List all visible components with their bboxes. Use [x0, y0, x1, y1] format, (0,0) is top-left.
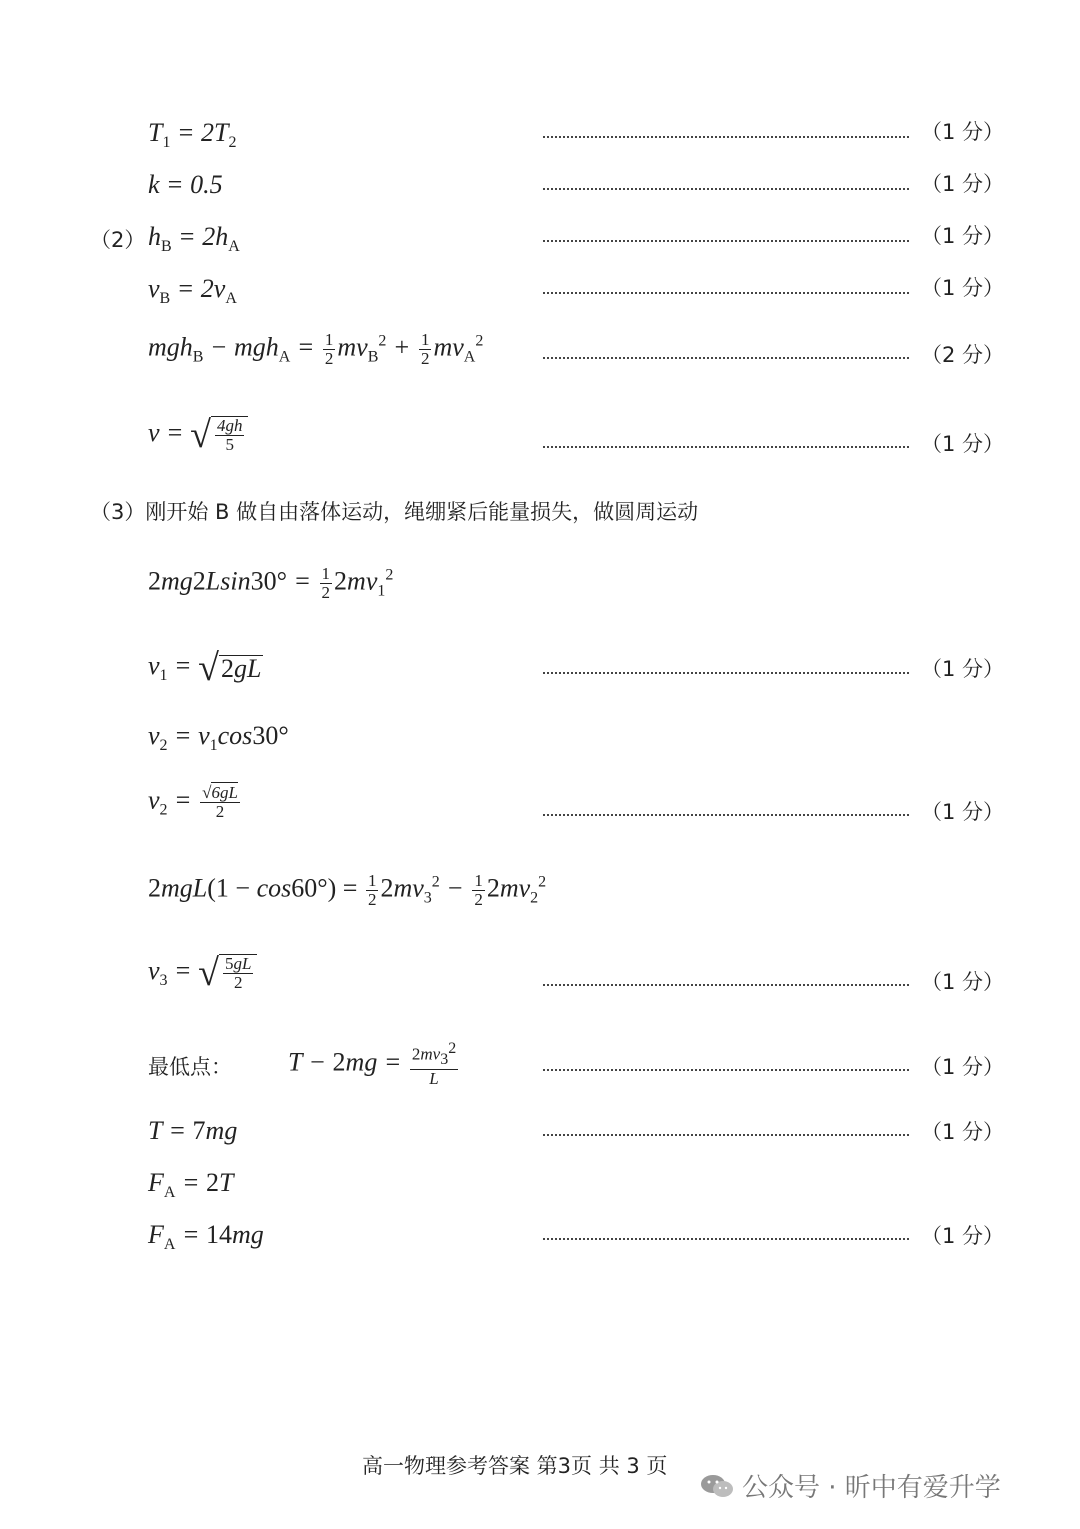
- score-label: （2 分）: [921, 343, 1005, 367]
- eq-row-16: [0, 1216, 1080, 1276]
- eq-row-12: [0, 948, 1080, 1008]
- dot-leader: [543, 984, 909, 986]
- dot-leader: [543, 188, 909, 190]
- score-label: （1 分）: [921, 120, 1005, 144]
- dot-leader: [543, 1069, 909, 1071]
- score-label: （1 分）: [921, 1120, 1005, 1144]
- eq-row-5: [0, 325, 1080, 385]
- wechat-icon: [700, 1473, 734, 1499]
- eq-row-15: [0, 1164, 1080, 1224]
- eq-row-2: [0, 162, 1080, 222]
- eq-row-8: [0, 645, 1080, 705]
- dot-leader: [543, 357, 909, 359]
- part3-intro: （3）刚开始 B 做自由落体运动，绳绷紧后能量损失，做圆周运动: [90, 500, 699, 524]
- lowest-point-label: 最低点：: [148, 1055, 232, 1079]
- part2-label: （2）: [90, 228, 146, 252]
- watermark: [700, 1467, 1001, 1504]
- equation-v1: $v_1 = √2gL$: [148, 647, 262, 689]
- score-label: （1 分）: [921, 970, 1005, 994]
- eq-row-6: [0, 410, 1080, 470]
- dot-leader: [543, 1134, 909, 1136]
- equation-v2-cos: $v_2 = v_1\cos 30^\circ$: [148, 721, 289, 755]
- score-label: （1 分）: [921, 800, 1005, 824]
- score-label: （1 分）: [921, 172, 1005, 196]
- page-footer: 高一物理参考答案 第3页 共 3 页: [362, 1454, 668, 1478]
- equation-tension: T − 2mg = $\frac{2mv_3^2}{L}$: [288, 1040, 457, 1088]
- eq-row-4: [0, 266, 1080, 326]
- dot-leader: [543, 136, 909, 138]
- equation-vb: $v_B = 2v_A$: [148, 274, 237, 308]
- score-label: （1 分）: [921, 276, 1005, 300]
- dot-leader: [543, 814, 909, 816]
- dot-leader: [543, 292, 909, 294]
- equation-t1: $T_1 = 2T_2$: [148, 118, 237, 152]
- equation-v: v = √ $\frac{4gh}{5}$: [148, 416, 248, 454]
- equation-k: k = 0.5: [148, 170, 223, 199]
- equation-v3: $v_3$ = √ $\frac{5gL}{2}$: [148, 954, 257, 992]
- eq-row-10: [0, 780, 1080, 840]
- equation-hb: $h_B = 2h_A$: [148, 222, 240, 256]
- score-label: （1 分）: [921, 1224, 1005, 1248]
- eq-row-11: [0, 862, 1080, 922]
- equation-fa-2: $F_A = 14mg$: [148, 1220, 264, 1254]
- dot-leader: [543, 672, 909, 674]
- eq-row-7: [0, 555, 1080, 615]
- dot-leader: [543, 240, 909, 242]
- dot-leader: [543, 1238, 909, 1240]
- dot-leader: [543, 446, 909, 448]
- score-label: （1 分）: [921, 432, 1005, 456]
- eq-row-13: [0, 1035, 1080, 1095]
- equation-energy-1: mgh$_B$ − mgh$_A$ = $\frac{1}{2}$ $mv_B^2$ + $\frac{1}{2}$ $mv_A^2$: [148, 330, 484, 368]
- equation-t: T = 7mg: [148, 1116, 238, 1145]
- score-label: （1 分）: [921, 1055, 1005, 1079]
- equation-fa-1: $F_A = 2T$: [148, 1168, 234, 1202]
- eq-row-14: [0, 1112, 1080, 1172]
- equation-energy-2: 2mg2Lsin30° = $\frac{1}{2}$ $2mv_1^2$: [148, 564, 394, 602]
- eq-row-1: [0, 110, 1080, 170]
- watermark-text: 公众号 · 昕中有爱升学: [742, 1473, 1001, 1503]
- eq-row-3: [0, 214, 1080, 274]
- score-label: （1 分）: [921, 657, 1005, 681]
- eq-row-9: [0, 713, 1080, 773]
- equation-energy-3: 2mgL(1 − cos60°) = $\frac{1}{2}$ $2mv_3^2$ − $\frac{1}{2}$ $2mv_2^2$: [148, 871, 547, 909]
- equation-v2: $v_2$ = $\frac{√6gL}{2}$: [148, 783, 238, 821]
- score-label: （1 分）: [921, 224, 1005, 248]
